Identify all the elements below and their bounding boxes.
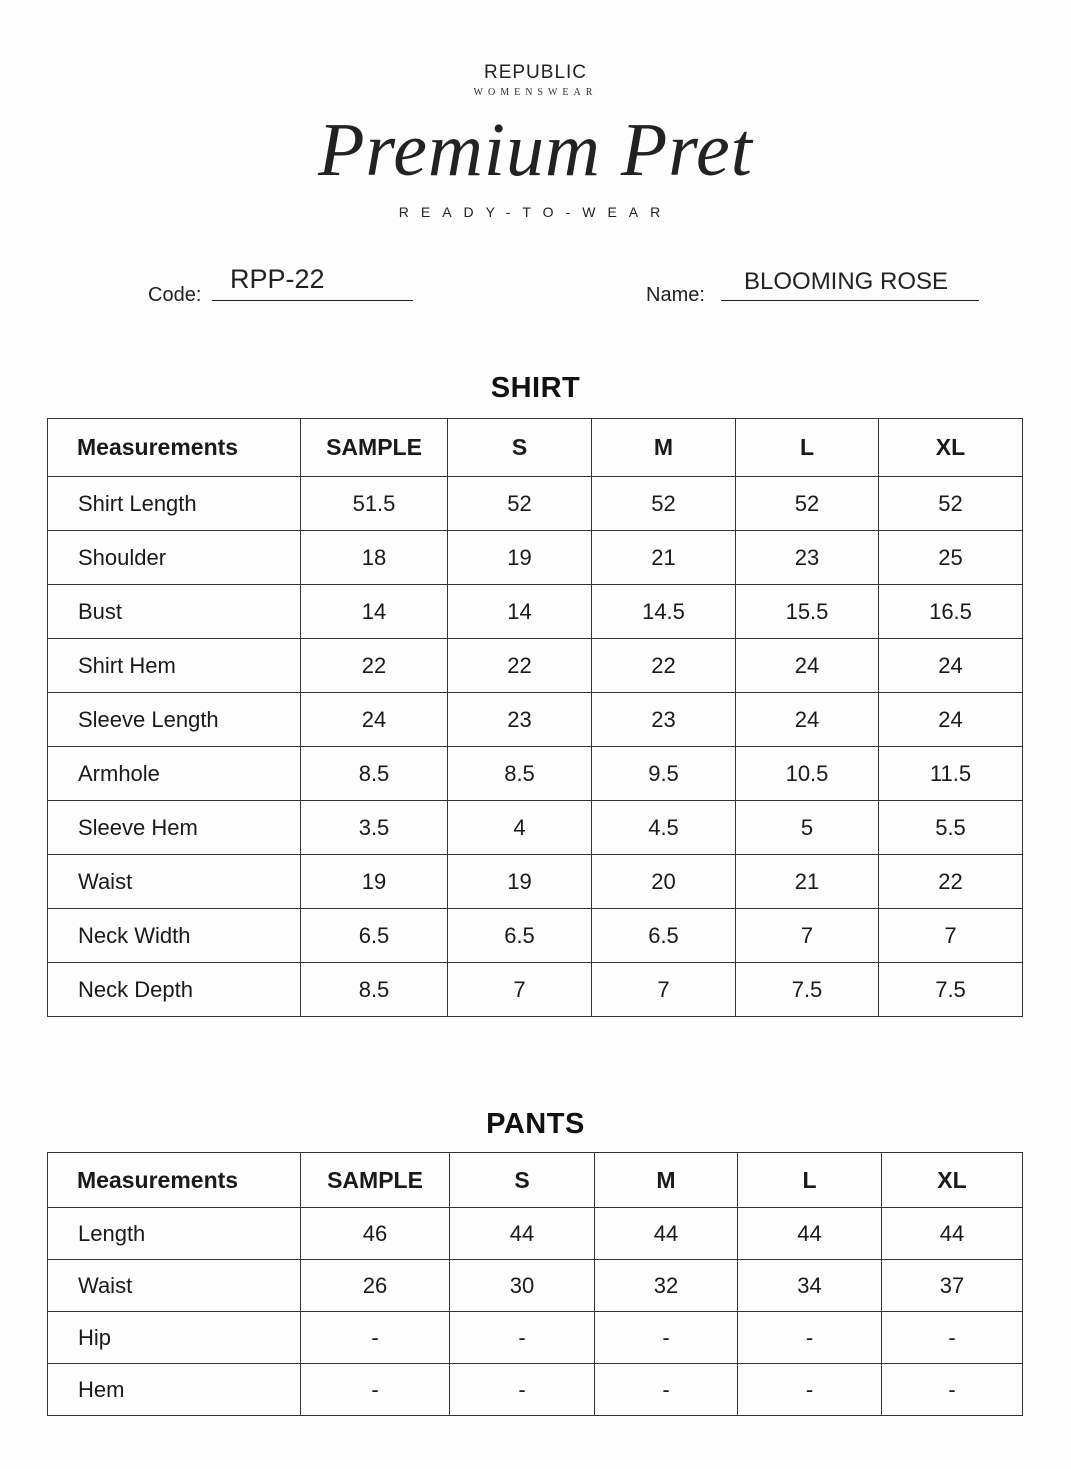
size-value-cell: 7 [448,963,592,1017]
size-value-cell: 52 [448,477,592,531]
size-value-cell: 23 [448,693,592,747]
size-value-cell: 23 [736,531,879,585]
size-value-cell: 11.5 [879,747,1023,801]
size-value-cell: 4.5 [592,801,736,855]
size-value-cell: 52 [736,477,879,531]
pants-title: PANTS [486,1108,585,1140]
size-value-cell: 44 [450,1208,595,1260]
table-row [48,963,1023,1017]
measurement-label: Neck Depth [48,963,301,1017]
size-value-cell: 52 [592,477,736,531]
size-value-cell: 21 [736,855,879,909]
size-value-cell: 14 [301,585,448,639]
size-value-cell: 32 [595,1260,738,1312]
collection-title: Premium Pret [318,108,753,192]
table-row [48,585,1023,639]
brand-subname: WOMENSWEAR [473,87,598,98]
size-value-cell: 8.5 [301,963,448,1017]
size-value-cell: 15.5 [736,585,879,639]
size-value-cell: 6.5 [448,909,592,963]
size-value-cell: - [882,1312,1023,1364]
measurement-label: Sleeve Hem [48,801,301,855]
measurement-label: Shirt Length [48,477,301,531]
size-value-cell: 51.5 [301,477,448,531]
header-xl: XL [882,1153,1023,1208]
size-value-cell: 16.5 [879,585,1023,639]
size-value-cell: 7.5 [736,963,879,1017]
table-row [48,1312,1023,1364]
size-value-cell: 46 [301,1208,450,1260]
size-value-cell: 44 [882,1208,1023,1260]
size-value-cell: 25 [879,531,1023,585]
size-value-cell: 5.5 [879,801,1023,855]
table-row [48,855,1023,909]
header-measurements: Measurements [48,419,301,477]
measurement-label: Length [48,1208,301,1260]
measurement-label: Bust [48,585,301,639]
size-value-cell: 10.5 [736,747,879,801]
size-value-cell: 22 [879,855,1023,909]
size-value-cell: 19 [448,531,592,585]
size-value-cell: 21 [592,531,736,585]
table-header-row [48,1153,1023,1208]
size-value-cell: 14 [448,585,592,639]
size-value-cell: 20 [592,855,736,909]
size-value-cell: 24 [736,639,879,693]
size-value-cell: - [595,1312,738,1364]
measurement-label: Shoulder [48,531,301,585]
header-m: M [592,419,736,477]
size-value-cell: 4 [448,801,592,855]
measurement-label: Sleeve Length [48,693,301,747]
size-value-cell: 34 [738,1260,882,1312]
size-value-cell: 3.5 [301,801,448,855]
code-underline [212,300,413,301]
size-value-cell: 22 [448,639,592,693]
size-value-cell: 24 [301,693,448,747]
header-xl: XL [879,419,1023,477]
size-value-cell: - [738,1312,882,1364]
size-value-cell: 22 [301,639,448,693]
size-value-cell: 30 [450,1260,595,1312]
header-s: S [450,1153,595,1208]
size-value-cell: - [450,1312,595,1364]
table-row [48,1364,1023,1416]
size-value-cell: 7 [879,909,1023,963]
shirt-size-table [47,418,1023,1017]
size-value-cell: 8.5 [448,747,592,801]
header-m: M [595,1153,738,1208]
name-value: BLOOMING ROSE [744,268,949,295]
header-l: L [738,1153,882,1208]
size-value-cell: - [595,1364,738,1416]
size-value-cell: 19 [301,855,448,909]
size-value-cell: 24 [879,693,1023,747]
table-row [48,747,1023,801]
size-value-cell: 44 [595,1208,738,1260]
size-value-cell: 6.5 [592,909,736,963]
header-s: S [448,419,592,477]
code-label: Code: [148,284,202,306]
size-value-cell: 52 [879,477,1023,531]
size-value-cell: - [882,1364,1023,1416]
measurement-label: Waist [48,855,301,909]
size-value-cell: 9.5 [592,747,736,801]
measurement-label: Shirt Hem [48,639,301,693]
size-value-cell: 37 [882,1260,1023,1312]
measurement-label: Hem [48,1364,301,1416]
size-value-cell: 24 [736,693,879,747]
size-value-cell: 26 [301,1260,450,1312]
table-header-row [48,419,1023,477]
shirt-title: SHIRT [490,372,581,404]
size-value-cell: 14.5 [592,585,736,639]
table-row [48,909,1023,963]
size-value-cell: 7 [736,909,879,963]
header-measurements: Measurements [48,1153,301,1208]
size-value-cell: - [450,1364,595,1416]
brand-tagline: READY-TO-WEAR [398,204,673,220]
measurement-label: Neck Width [48,909,301,963]
size-value-cell: 5 [736,801,879,855]
size-value-cell: 6.5 [301,909,448,963]
size-value-cell: - [301,1312,450,1364]
size-value-cell: 7 [592,963,736,1017]
size-value-cell: 23 [592,693,736,747]
table-row [48,477,1023,531]
table-row [48,531,1023,585]
name-label: Name: [646,284,705,306]
table-row [48,639,1023,693]
measurement-label: Armhole [48,747,301,801]
table-row [48,1260,1023,1312]
code-value: RPP-22 [230,264,325,294]
size-value-cell: 22 [592,639,736,693]
pants-size-table [47,1152,1023,1416]
header-sample: SAMPLE [301,419,448,477]
size-value-cell: 8.5 [301,747,448,801]
measurement-label: Waist [48,1260,301,1312]
name-underline [721,300,979,301]
size-value-cell: 44 [738,1208,882,1260]
header-sample: SAMPLE [301,1153,450,1208]
size-value-cell: - [738,1364,882,1416]
size-value-cell: 19 [448,855,592,909]
size-value-cell: 7.5 [879,963,1023,1017]
size-value-cell: - [301,1364,450,1416]
header-l: L [736,419,879,477]
brand-name: REPUBLIC [483,62,588,83]
measurement-label: Hip [48,1312,301,1364]
table-row [48,1208,1023,1260]
size-value-cell: 24 [879,639,1023,693]
table-row [48,801,1023,855]
table-row [48,693,1023,747]
size-value-cell: 18 [301,531,448,585]
